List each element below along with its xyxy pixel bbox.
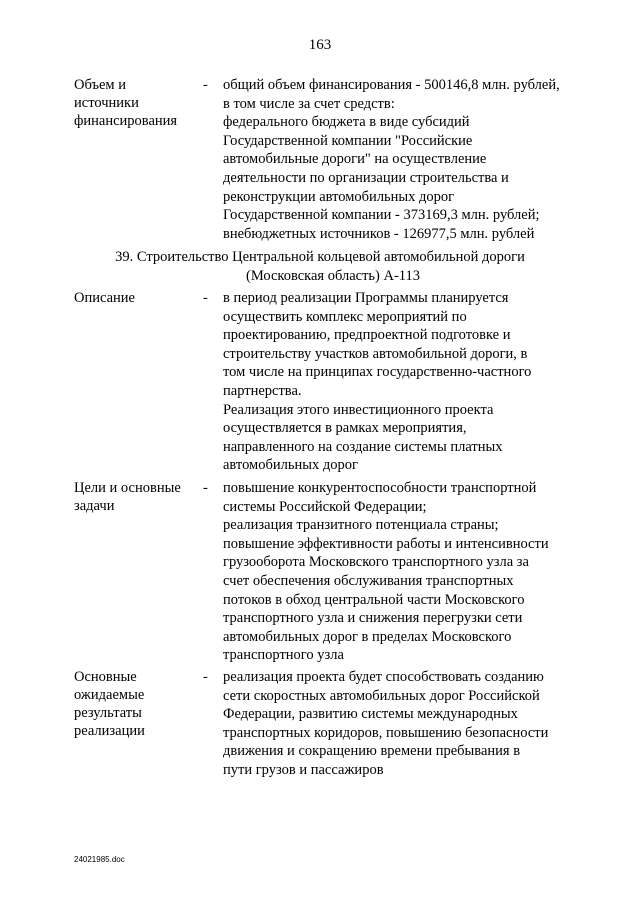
text-line: в период реализации Программы планируется bbox=[223, 290, 509, 306]
text-line: автомобильных дорог bbox=[223, 457, 358, 474]
text-line: движения и сокращению времени пребывания в bbox=[223, 743, 521, 760]
text-line: федерального бюджета в виде субсидий bbox=[223, 114, 470, 131]
heading-line: (Московская область) А-113 bbox=[245, 267, 420, 284]
text-line: осуществляется в рамках мероприятия, bbox=[223, 420, 467, 437]
text-line: автомобильных дорог в пределах Московского bbox=[223, 628, 512, 645]
text-line: деятельности по организации строительства и bbox=[223, 169, 509, 186]
heading-line: 39. Строительство Центральной кольцевой автомобильной дороги bbox=[115, 249, 525, 265]
text-line: реализация проекта будет способствовать созданию bbox=[223, 669, 544, 685]
goals-dash: - bbox=[203, 480, 208, 496]
goals-text bbox=[223, 479, 568, 665]
footer-filename: 24021985.doc bbox=[74, 855, 125, 864]
text-line: сети скоростных автомобильных дорог Российской bbox=[223, 687, 540, 704]
results-dash: - bbox=[203, 669, 208, 685]
text-line: том числе на принципах государственно-частного bbox=[223, 364, 532, 381]
text-line: повышение конкурентоспособности транспортной bbox=[223, 480, 537, 496]
financing-dash: - bbox=[203, 77, 208, 93]
label-line: финансирования bbox=[74, 113, 178, 129]
description-dash: - bbox=[203, 290, 208, 306]
text-line: Федерации, развитию системы международных bbox=[223, 706, 518, 723]
label-line: Основные bbox=[74, 669, 137, 685]
label-line: задачи bbox=[74, 498, 115, 514]
text-line: реализация транзитного потенциала страны; bbox=[223, 517, 499, 534]
text-line: общий объем финансирования - 500146,8 млн. рублей, bbox=[223, 77, 560, 93]
label-line: реализации bbox=[74, 723, 145, 739]
text-line: транспортного узла и снижения перегрузки сети bbox=[223, 610, 523, 627]
text-line: в том числе за счет средств: bbox=[223, 95, 395, 112]
description-label bbox=[74, 289, 199, 307]
text-line: реконструкции автомобильных дорог bbox=[223, 188, 455, 205]
label-line: Объем и bbox=[74, 77, 126, 93]
label-line: Описание bbox=[74, 290, 135, 306]
results-text bbox=[223, 668, 568, 780]
text-line: Государственной компании "Российские bbox=[223, 132, 473, 149]
goals-label bbox=[74, 479, 199, 515]
text-line: внебюджетных источников - 126977,5 млн. рублей bbox=[223, 225, 535, 242]
page-number: 163 bbox=[308, 37, 332, 53]
text-line: транспортного узла bbox=[223, 647, 344, 664]
label-line: источники bbox=[74, 95, 139, 111]
text-line: строительству участков автомобильной дороги, в bbox=[223, 345, 528, 362]
financing-label bbox=[74, 76, 199, 130]
text-line: транспортных коридоров, повышению безопасности bbox=[223, 724, 549, 741]
text-line: партнерства. bbox=[223, 382, 302, 399]
label-line: ожидаемые bbox=[74, 687, 145, 703]
description-text bbox=[223, 289, 568, 475]
text-line: автомобильные дороги" на осуществление bbox=[223, 151, 487, 168]
text-line: грузооборота Московского транспортного узла за bbox=[223, 554, 529, 571]
text-line: повышение эффективности работы и интенсивности bbox=[223, 535, 549, 552]
text-line: проектированию, предпроектной подготовке и bbox=[223, 327, 511, 344]
text-line: счет обеспечения обслуживания транспортных bbox=[223, 572, 514, 589]
text-line: осуществить комплекс мероприятий по bbox=[223, 308, 467, 325]
label-line: Цели и основные bbox=[74, 480, 181, 496]
text-line: системы Российской Федерации; bbox=[223, 498, 427, 515]
section-heading bbox=[0, 248, 640, 285]
text-line: потоков в обход центральной части Московского bbox=[223, 591, 525, 608]
text-line: Государственной компании - 373169,3 млн. рублей; bbox=[223, 207, 540, 224]
label-line: результаты bbox=[74, 705, 142, 721]
text-line: пути грузов и пассажиров bbox=[223, 761, 384, 778]
results-label bbox=[74, 668, 199, 740]
text-line: направленного на создание системы платных bbox=[223, 438, 503, 455]
text-line: Реализация этого инвестиционного проекта bbox=[223, 401, 494, 418]
financing-text bbox=[223, 76, 568, 243]
